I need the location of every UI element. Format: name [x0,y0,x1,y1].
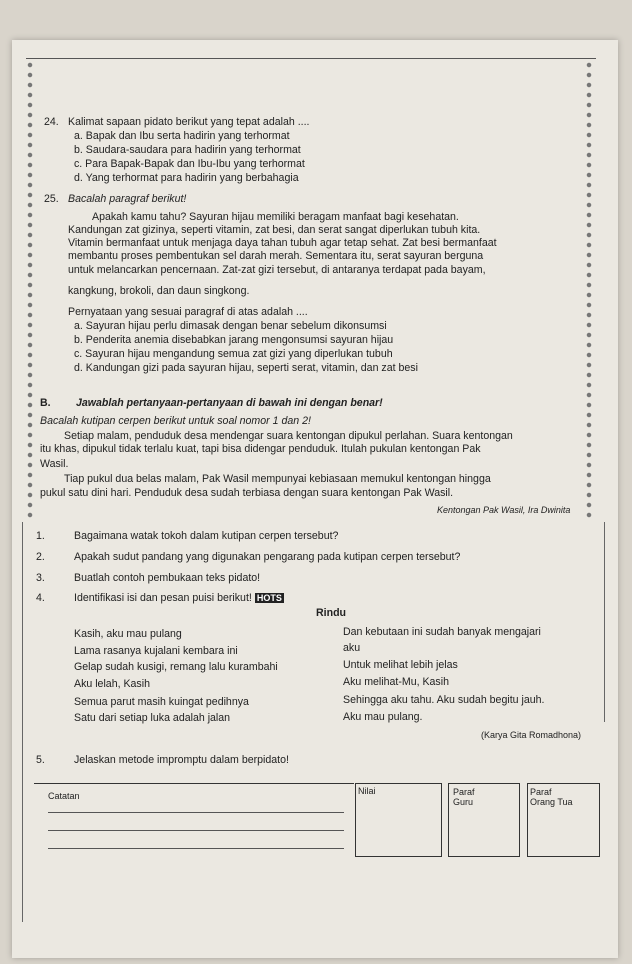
poem-right-line: Untuk melihat lebih jelas [343,659,458,671]
paraf-guru-label-1: Paraf [453,787,475,797]
q25-option-c: c. Sayuran hijau mengandung semua zat gizi yang diperlukan tubuh [74,348,393,360]
section-b-letter: B. [40,397,51,409]
catatan-box [34,783,354,864]
catatan-line[interactable] [48,812,344,813]
poem-left-line: Aku lelah, Kasih [74,678,150,690]
q25-paragraph-line: membantu proses pembentukan sel darah merah. Sementara itu, serat sayuran berguna [68,250,484,262]
paraf-ortu-label-1: Paraf [530,787,552,797]
poem-left-line: Gelap sudah kusigi, remang lalu kurambahi [74,661,278,673]
poem-right-line: Sehingga aku tahu. Aku sudah begitu jauh. [343,694,545,706]
b-q2-text: Apakah sudut pandang yang digunakan pengarang pada kutipan cerpen tersebut? [74,551,461,563]
b-q4-text-wrap [74,592,284,605]
q25-option-b: b. Penderita anemia disebabkan jarang mengonsumsi sayuran hijau [74,334,394,346]
paraf-ortu-label-2: Orang Tua [530,797,573,807]
q24-number: 24. [44,116,59,128]
top-border [26,58,596,59]
q25-paragraph-line: untuk melancarkan pencernaan. Zat-zat gizi tersebut, di antaranya terdapat pada bayam, [68,264,486,276]
poem-right-line: Dan kebutaan ini sudah banyak mengajari [343,626,541,638]
right-dotted-border [585,60,593,520]
q25-paragraph-line: Vitamin bermanfaat untuk menjaga daya tahan tubuh agar tetap sehat. Zat besi bermanfaat [68,237,497,249]
b-q2-number: 2. [36,551,45,563]
b-q4-number: 4. [36,592,45,604]
b-q4-text: Identifikasi isi dan pesan puisi berikut! [74,592,252,604]
poem-left-line: Kasih, aku mau pulang [74,628,182,640]
excerpt-line: itu khas, dipukul tidak terlalu kuat, tapi bisa didengar penduduk. Itulah pukulan kentongan Pak [40,443,481,455]
q24-option-d: d. Yang terhormat para hadirin yang berbahagia [74,172,299,184]
q25-number: 25. [44,193,59,205]
poem-right-line: Aku mau pulang. [343,711,423,723]
q25-paragraph-line: Kandungan zat gizinya, seperti vitamin, zat besi, dan serat sangat diperlukan tubuh kita. [68,224,481,236]
excerpt-source: Kentongan Pak Wasil, Ira Dwinita [437,505,571,515]
nilai-label: Nilai [358,786,376,796]
excerpt-line: pukul satu dini hari. Penduduk desa sudah terbiasa dengan suara kentongan Pak Wasil. [40,487,454,499]
b-q5-number: 5. [36,754,45,766]
section-b-title: Jawablah pertanyaan-pertanyaan di bawah ini dengan benar! [76,397,383,409]
q25-question: Pernyataan yang sesuai paragraf di atas adalah .... [68,306,308,318]
q24-option-a: a. Bapak dan Ibu serta hadirin yang terhormat [74,130,290,142]
poem-right-line: Aku melihat-Mu, Kasih [343,676,449,688]
poem-left-line: Lama rasanya kujalani kembara ini [74,645,238,657]
poem-left-line: Semua parut masih kuingat pedihnya [74,696,249,708]
poem-left-line: Satu dari setiap luka adalah jalan [74,712,231,724]
b-q3-number: 3. [36,572,45,584]
q24-question: Kalimat sapaan pidato berikut yang tepat adalah .... [68,116,310,128]
q24-option-b: b. Saudara-saudara para hadirin yang terhormat [74,144,301,156]
excerpt-line: Setiap malam, penduduk desa mendengar suara kentongan dipukul perlahan. Suara kentongan [64,430,513,442]
excerpt-line: Wasil. [40,458,69,470]
b-q1-text: Bagaimana watak tokoh dalam kutipan cerpen tersebut? [74,530,339,542]
b-q5-text: Jelaskan metode impromptu dalam berpidato! [74,754,289,766]
poem-right-line: aku [343,642,361,654]
lower-frame-right [604,522,605,722]
b-q1-number: 1. [36,530,45,542]
hots-badge: HOTS [256,593,282,603]
left-dotted-border [26,60,34,520]
excerpt-line: Tiap pukul dua belas malam, Pak Wasil mempunyai kebiasaan memukul kentongan hingga [64,473,491,485]
catatan-line[interactable] [48,848,344,849]
q25-paragraph-line: Apakah kamu tahu? Sayuran hijau memiliki beragam manfaat bagi kesehatan. [92,211,459,223]
q25-intro: Bacalah paragraf berikut! [68,193,187,205]
b-q3-text: Buatlah contoh pembukaan teks pidato! [74,572,261,584]
section-b-instruction: Bacalah kutipan cerpen berikut untuk soal nomor 1 dan 2! [40,415,311,427]
q25-paragraph-line: kangkung, brokoli, dan daun singkong. [68,285,250,297]
poem-title: Rindu [316,607,347,619]
catatan-label: Catatan [48,791,80,801]
q25-option-d: d. Kandungan gizi pada sayuran hijau, seperti serat, vitamin, dan zat besi [74,362,418,374]
q25-option-a: a. Sayuran hijau perlu dimasak dengan benar sebelum dikonsumsi [74,320,387,332]
q24-option-c: c. Para Bapak-Bapak dan Ibu-Ibu yang terhormat [74,158,305,170]
poem-author: (Karya Gita Romadhona) [481,730,582,740]
catatan-line[interactable] [48,830,344,831]
paraf-guru-label-2: Guru [453,797,474,807]
